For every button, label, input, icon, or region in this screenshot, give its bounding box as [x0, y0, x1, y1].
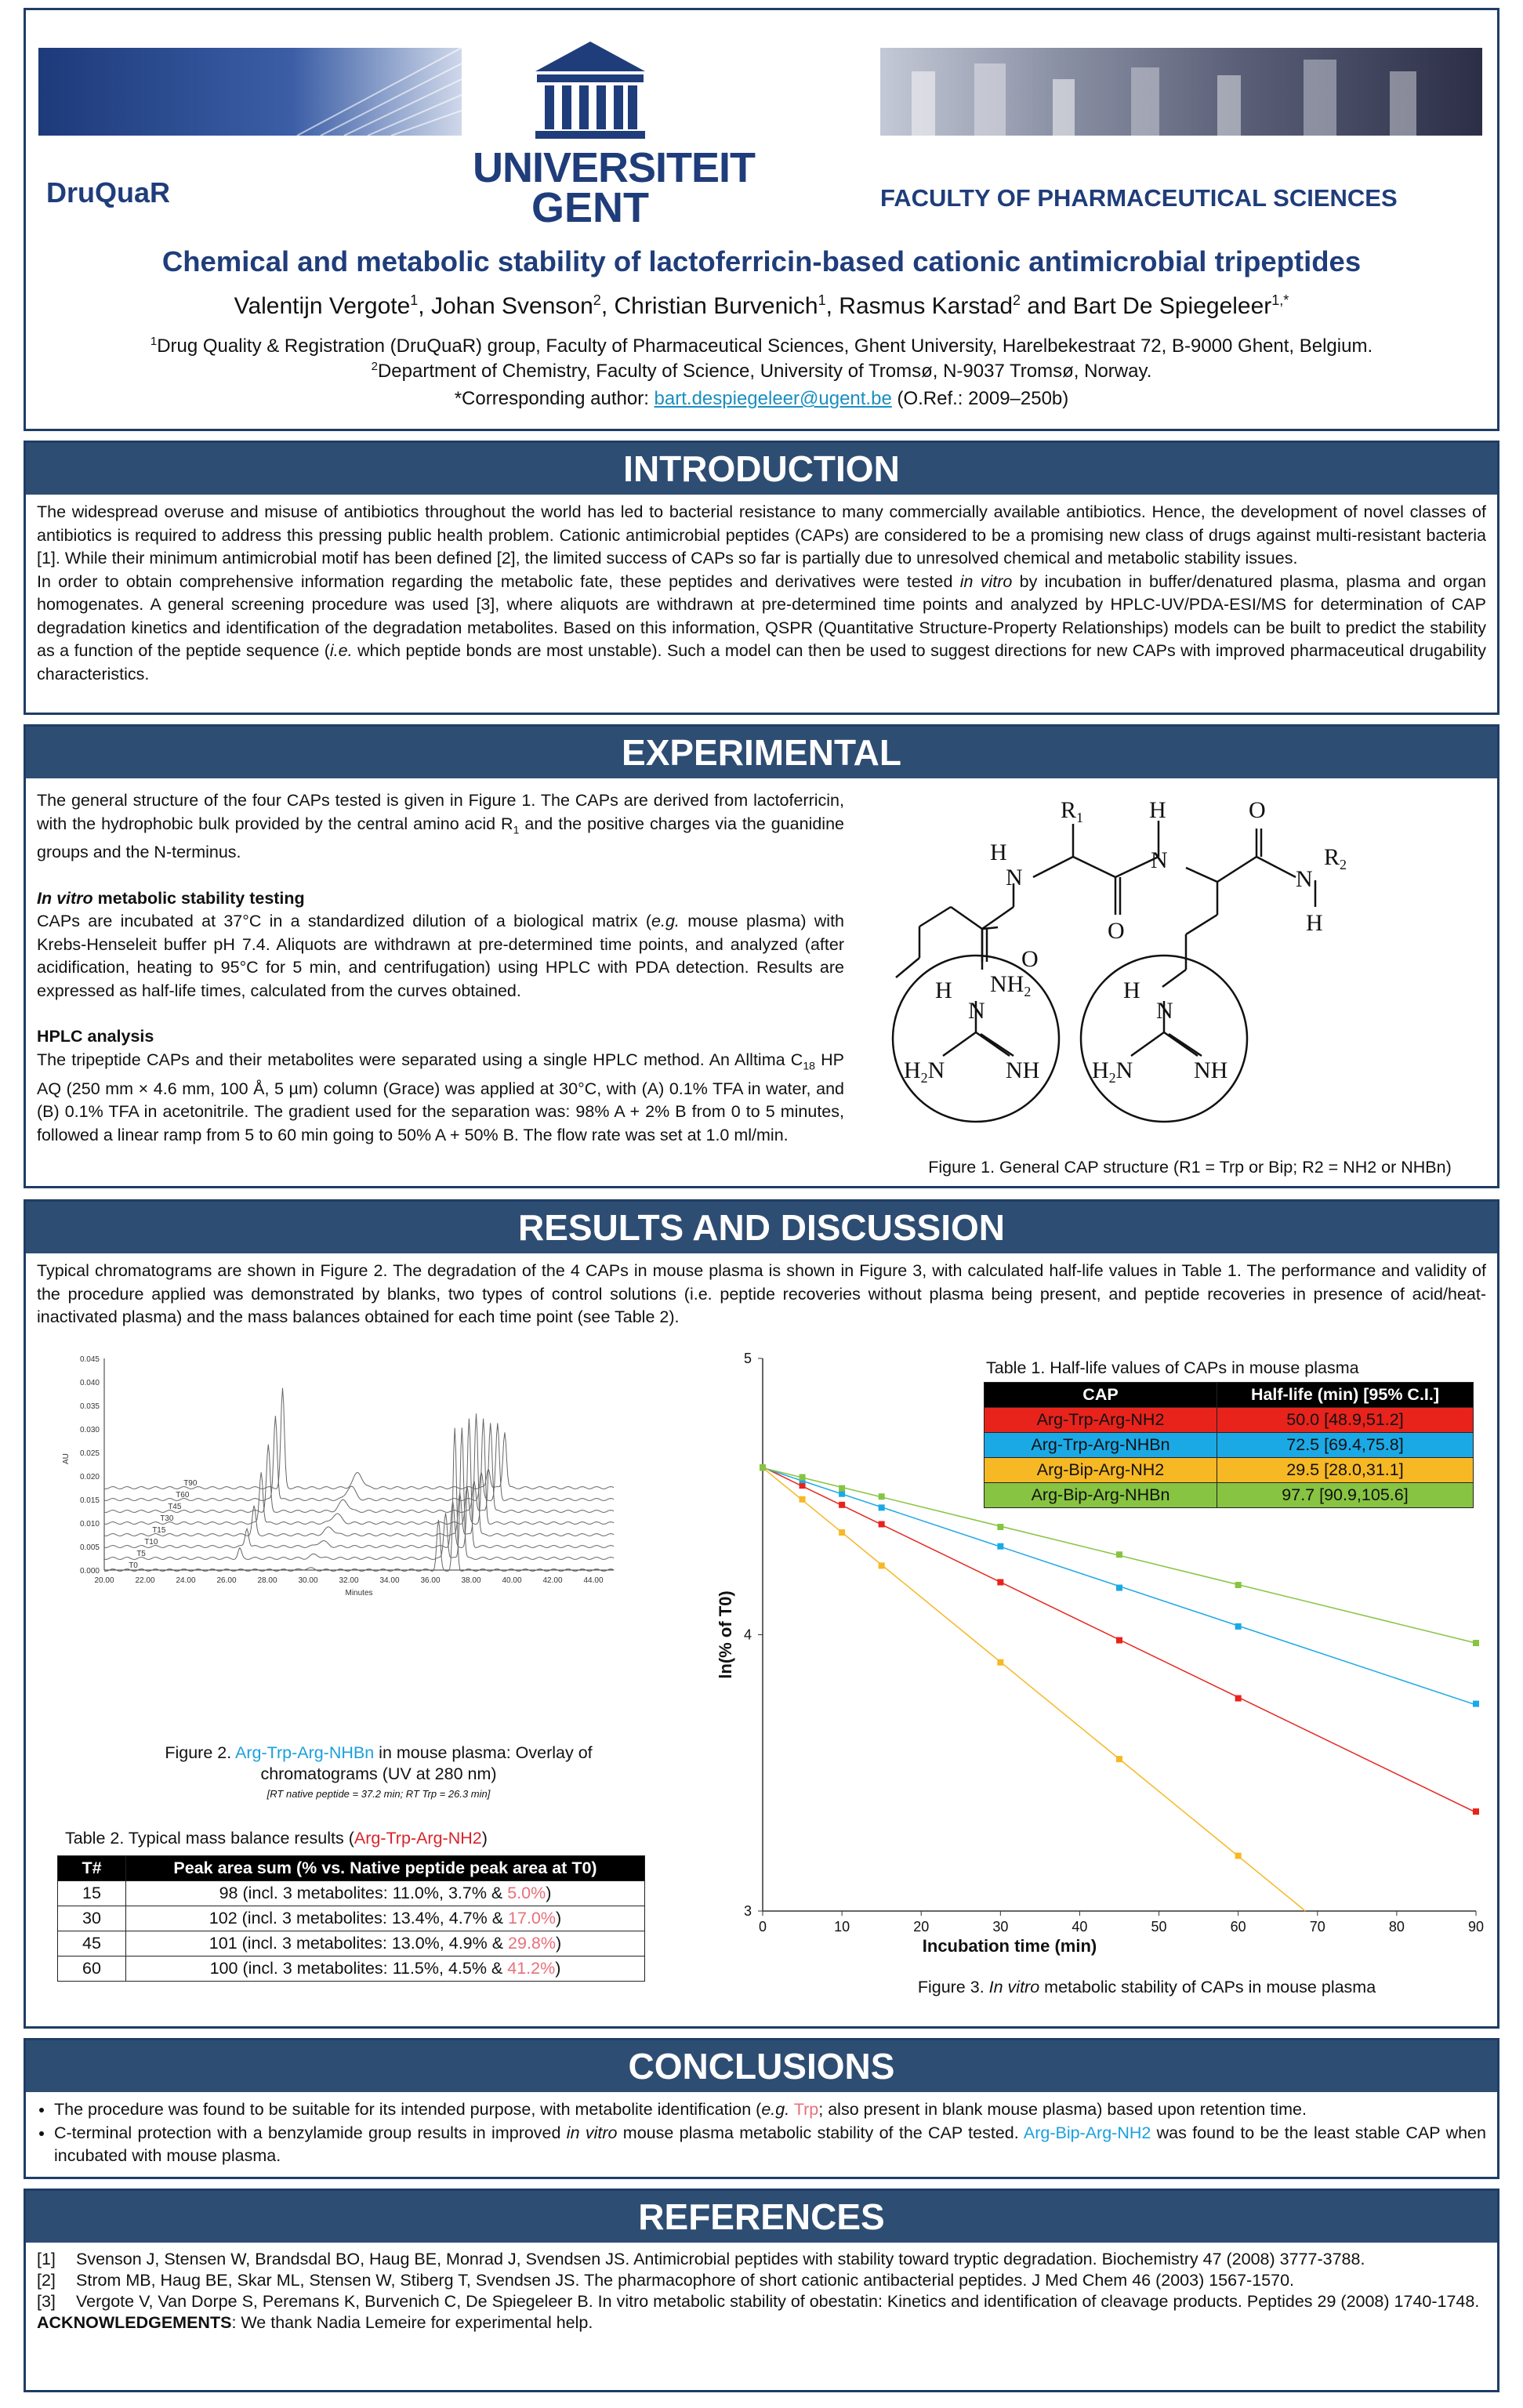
poster-title: Chemical and metabolic stability of lactoferricin-based cationic antimicrobial tripeptides [161, 245, 1362, 277]
table-row: Arg-Trp-Arg-NHBn 72.5 [69.4,75.8] [985, 1433, 1474, 1458]
stab-point-Arg-Bip-Arg-NH2 [839, 1529, 845, 1536]
chrom-trace-label: T60 [176, 1491, 190, 1500]
cap-structure-figure [888, 789, 1492, 1134]
stab-x-tick: 30 [992, 1919, 1009, 1935]
list-item: [2] Strom MB, Haug BE, Skar ML, Stensen W, Stiberg T, Svendsen JS. The pharmacophore of short cationic antibacterial peptides. J Med Chem 46 (2003) 1567-1570. [37, 2271, 1294, 2290]
struct-guan2-N: N [1156, 998, 1173, 1024]
struct-O-mid: O [1108, 918, 1125, 944]
chrom-trace-label: T45 [168, 1503, 182, 1511]
list-item: • C-terminal protection with a benzylamide group results in improved in vitro mouse plasma metabolic stability of the CAP tested. Arg-Bip-Arg-NH2 was found to be the least stable CAP when incubated with mouse plasma. [54, 2122, 1486, 2168]
stab-x-tick: 40 [1072, 1919, 1088, 1935]
university-logo [473, 34, 756, 231]
chrom-trace-T10 [104, 1419, 614, 1548]
figure1-caption: Figure 1. General CAP structure (R1 = Trp or Bip; R2 = NH2 or NHBn) [928, 1158, 1452, 1177]
introduction-text: The widespread overuse and misuse of antibiotics throughout the world has led to bacterial resistance to many commercially available antibiotics. Hence, the development of novel classes of antibiotics is required to address this pressing public health problem. Cationic antimicrobial peptides (CAPs) are considered to be a promising new class of drugs against multi-resistant bacteria [1]. While their minimum antimicrobial motif has been defined [2], the limited success of CAPs so far is partially due to unresolved chemical and metabolic stability issues. In order to obtain comprehensive information regarding the metabolic fate, these peptides and derivatives were tested in vitro by incubation in buffer/denatured plasma, plasma and organ homogenates. A general screening procedure was used [3], where aliquots are withdrawn at pre-determined time points and analyzed by HPLC-UV/PDA-ESI/MS for determination of CAP degradation kinetics and identification of the degradation metabolites. Based on this information, QSPR (Quantitative Structure-Property Relationships) models can be built to predict the stability as a function of the peptide sequence (i.e. which peptide bonds are most unstable). Such a model can then be used to suggest directions for new CAPs with improved pharmaceutical drugability characteristics. [37, 502, 1487, 684]
struct-H-left: H [990, 840, 1007, 865]
chrom-x-tick: 20.00 [94, 1576, 114, 1585]
struct-NH2: $NH_2$ [990, 971, 1032, 999]
chrom-trace-T15 [104, 1413, 614, 1536]
stab-point-Arg-Bip-Arg-NH2 [879, 1562, 885, 1568]
introduction-section [24, 441, 1499, 715]
stab-point-Arg-Bip-Arg-NHBn [1473, 1640, 1479, 1646]
list-item: [1] Svenson J, Stensen W, Brandsdal BO, Haug BE, Monrad J, Svendsen JS. Antimicrobial peptides with stability toward tryptic degradation. Biochemistry 47 (2008) 3777-3788. [37, 2250, 1365, 2268]
stab-point-Arg-Bip-Arg-NHBn [839, 1485, 845, 1492]
chrom-y-label: AU [62, 1453, 71, 1464]
stab-point-Arg-Trp-Arg-NHBn [1116, 1585, 1122, 1591]
chrom-y-tick: 0.005 [79, 1543, 100, 1552]
table1-half-life [984, 1382, 1474, 1508]
chrom-x-tick: 40.00 [502, 1576, 522, 1585]
table2-header: T# Peak area sum (% vs. Native peptide peak area at T0) [58, 1856, 645, 1881]
stab-point-Arg-Bip-Arg-NHBn [997, 1524, 1003, 1530]
banner-right [880, 48, 1482, 136]
struct-guan2-H2N: $H_2N$ [1092, 1057, 1133, 1086]
university-name-1: UNIVERSITEIT [473, 144, 756, 191]
stab-point-Arg-Trp-Arg-NH2 [1473, 1808, 1479, 1815]
struct-guan1-N: N [968, 998, 985, 1024]
struct-guan2-NH: NH [1194, 1057, 1228, 1083]
chrom-y-tick: 0.010 [79, 1520, 100, 1529]
stab-point-Arg-Trp-Arg-NH2 [800, 1482, 806, 1489]
chrom-y-tick: 0.025 [79, 1449, 100, 1458]
hplc-heading: HPLC analysis [37, 1027, 154, 1046]
stab-point-Arg-Trp-Arg-NHBn [1235, 1623, 1242, 1630]
stab-point-Arg-Bip-Arg-NH2 [1116, 1756, 1122, 1762]
stab-point-Arg-Trp-Arg-NH2 [997, 1579, 1003, 1586]
chrom-x-tick: 42.00 [542, 1576, 563, 1585]
stab-point-Arg-Bip-Arg-NHBn [879, 1493, 885, 1500]
chrom-x-label: Minutes [345, 1589, 373, 1597]
list-item: • The procedure was found to be suitable for its intended purpose, with metabolite identification (e.g. Trp; also present in blank mouse plasma) based upon retention time. [54, 2098, 1486, 2122]
chrom-x-tick: 24.00 [176, 1576, 196, 1585]
author-list: Valentijn Vergote$^1$, Johan Svenson$^2$, Christian Burvenich$^1$, Rasmus Karstad$^2$ and Bart De Spiegeleer$^{1,*}$ [234, 292, 1289, 319]
chrom-x-tick: 38.00 [461, 1576, 481, 1585]
chrom-trace-label: T90 [183, 1479, 198, 1488]
table-row: Arg-Bip-Arg-NHBn 97.7 [90.9,105.6] [985, 1483, 1474, 1508]
stab-x-label: Incubation time (min) [922, 1936, 1097, 1956]
conclusions-section [24, 2038, 1499, 2179]
table1-header: CAP Half-life (min) [95% C.I.] [985, 1383, 1474, 1408]
results-section [24, 1199, 1499, 2029]
stab-point-Arg-Bip-Arg-NHBn [1116, 1551, 1122, 1558]
stab-point-Arg-Bip-Arg-NH2 [997, 1659, 1003, 1666]
affiliation-2: $^2$Department of Chemistry, Faculty of Science, University of Tromsø, N-9037 Tromsø, Norway. [371, 360, 1152, 382]
experimental-heading: EXPERIMENTAL [26, 727, 1497, 778]
conclusions-heading: CONCLUSIONS [26, 2040, 1497, 2092]
stab-x-tick: 60 [1230, 1919, 1246, 1935]
chrom-y-tick: 0.020 [79, 1473, 100, 1481]
chrom-trace-label: T0 [129, 1561, 138, 1570]
stab-point-Arg-Trp-Arg-NH2 [879, 1521, 885, 1528]
header-box [24, 8, 1499, 431]
struct-H-right: H [1306, 910, 1323, 936]
figure2-chromatogram [57, 1351, 629, 1601]
stab-point-Arg-Bip-Arg-NH2 [800, 1496, 806, 1503]
chrom-trace-label: T15 [152, 1526, 166, 1535]
author-4: Rasmus Karstad [839, 293, 1014, 319]
table-row: 45 101 (incl. 3 metabolites: 13.0%, 4.9% & 29.8%) [58, 1931, 645, 1956]
stab-x-tick: 20 [913, 1919, 930, 1935]
chrom-y-tick: 0.035 [79, 1402, 100, 1411]
stab-x-tick: 0 [758, 1919, 767, 1935]
chrom-x-tick: 30.00 [298, 1576, 318, 1585]
chrom-x-tick: 36.00 [420, 1576, 441, 1585]
list-item: [3] Vergote V, Van Dorpe S, Peremans K, Burvenich C, De Spiegeleer B. In vitro metabolic stability of obestatin: Kinetics and identification of cleavage products. Peptides 29 (2008) 1740-1748. [37, 2292, 1480, 2311]
struct-N-mid: N [1151, 847, 1168, 873]
author-1: Valentijn Vergote [234, 293, 411, 319]
table-row: Arg-Trp-Arg-NH2 50.0 [48.9,51.2] [985, 1408, 1474, 1433]
faculty-name: FACULTY OF PHARMACEUTICAL SCIENCES [880, 184, 1398, 212]
chrom-trace-label: T30 [160, 1514, 174, 1523]
author-2: Johan Svenson [430, 293, 593, 319]
chrom-y-tick: 0.015 [79, 1496, 100, 1505]
chrom-x-tick: 44.00 [583, 1576, 604, 1585]
references-list [26, 2243, 1497, 2340]
stab-point-Arg-Bip-Arg-NH2 [1235, 1853, 1242, 1859]
struct-R1-label: $R_1$ [1061, 797, 1084, 825]
struct-N-right: N [1296, 866, 1313, 892]
experimental-text: The general structure of the four CAPs tested is given in Figure 1. The CAPs are derived from lactoferricin, with the hydrophobic bulk provided by the central amino acid $R_1$ and the positive charges via the guanidine groups and the N-terminus. In vitro metabolic stability testing CAPs are incubated at 37°C in a standardized dilution of a biological matrix (e.g. mouse plasma) with Krebs-Henseleit buffer pH 7.4. Aliquots are withdrawn at pre-determined time points, and analyzed (after acidification, heating to 95°C for 5 min, and centrifugation) using HPLC with PDA detection. Results are expressed as half-life times, calculated from the curves obtained. HPLC analysis The tripeptide CAPs and their metabolites were separated using a single HPLC method. An Alltima $C_{18}$ HP AQ (250 mm × 4.6 mm, 100 Å, 5 µm) column (Grace) was applied at 30°C, with (A) 0.1% TFA in water, and (B) 0.1% TFA in acetonitrile. The gradient used for the separation was: 98% A + 2% B from 0 to 5 minutes, followed a linear ramp from 5 to 60 min going to 50% A + 50% B. The flow rate was set at 1.0 ml/min. [37, 791, 845, 1144]
chrom-trace-label: T5 [136, 1550, 146, 1558]
chrom-x-tick: 28.00 [257, 1576, 277, 1585]
chrom-y-tick: 0.030 [79, 1426, 100, 1434]
chrom-y-tick: 0.000 [79, 1567, 100, 1576]
stab-point-Arg-Bip-Arg-NHBn [1235, 1582, 1242, 1588]
chrom-x-tick: 32.00 [339, 1576, 359, 1585]
table-row: 60 100 (incl. 3 metabolites: 11.5%, 4.5% & 41.2%) [58, 1956, 645, 1982]
author-5: Bart De Spiegeleer [1072, 293, 1272, 319]
stab-point-Arg-Trp-Arg-NHBn [839, 1491, 845, 1497]
stab-point-Arg-Bip-Arg-NHBn [800, 1474, 806, 1481]
stab-y-tick: 5 [743, 1351, 752, 1366]
references-heading: REFERENCES [26, 2191, 1497, 2243]
chrom-x-tick: 22.00 [135, 1576, 155, 1585]
struct-guan1-NH: NH [1006, 1057, 1040, 1083]
stab-point-Arg-Trp-Arg-NH2 [1116, 1637, 1122, 1644]
group-name: DruQuaR [46, 176, 171, 209]
stab-y-label: ln(% of T0) [716, 1590, 735, 1679]
email-link[interactable]: bart.despiegeleer@ugent.be [654, 388, 892, 409]
table2-caption: Table 2. Typical mass balance results (Arg-Trp-Arg-NH2) [65, 1829, 488, 1848]
chrom-trace-label: T10 [144, 1538, 158, 1547]
university-name-2: GENT [531, 184, 649, 231]
stab-point-Arg-Trp-Arg-NHBn [997, 1543, 1003, 1550]
affiliation-1: $^1$Drug Quality & Registration (DruQuaR) group, Faculty of Pharmaceutical Sciences, Ghent University, Harelbekestraat 72, B-9000 Ghent, Belgium. [150, 335, 1373, 357]
banner-left [38, 48, 462, 136]
chrom-x-tick: 34.00 [379, 1576, 400, 1585]
author-3: Christian Burvenich [614, 293, 818, 319]
chrom-x-tick: 26.00 [216, 1576, 237, 1585]
stab-point-Arg-Trp-Arg-NH2 [839, 1502, 845, 1508]
stab-point-Arg-Trp-Arg-NH2 [1235, 1695, 1242, 1702]
stab-x-tick: 90 [1467, 1919, 1485, 1935]
figure2-note: [RT native peptide = 37.2 min; RT Trp = 26.3 min] [267, 1788, 491, 1800]
stab-x-tick: 10 [834, 1919, 850, 1935]
chromatogram-svg [57, 1351, 629, 1601]
struct-H-top: H [1149, 797, 1166, 823]
results-text: Typical chromatograms are shown in Figure 2. The degradation of the 4 CAPs in mouse plasma is shown in Figure 3, with calculated half-life values in Table 1. The performance and validity of the procedure applied was demonstrated by blanks, two types of control solutions (i.e. peptide recoveries without plasma being present, and peptide recoveries in presence of acid/heat-inactivated plasma) and the mass balances obtained for each time point (see Table 2). [37, 1261, 1486, 1326]
references-section [24, 2189, 1499, 2392]
table2-mass-balance [57, 1855, 645, 1982]
chrom-trace-T90 [104, 1388, 614, 1489]
chrom-y-tick: 0.045 [79, 1355, 100, 1364]
stab-point-Arg-Trp-Arg-NHBn [879, 1504, 885, 1510]
struct-guan2-H: H [1123, 977, 1140, 1003]
results-heading: RESULTS AND DISCUSSION [26, 1202, 1497, 1253]
introduction-heading: INTRODUCTION [26, 443, 1497, 495]
table-row: 30 102 (incl. 3 metabolites: 13.4%, 4.7% & 17.0%) [58, 1906, 645, 1931]
conclusions-list [37, 2098, 1486, 2168]
table-row: Arg-Bip-Arg-NH2 29.5 [28.0,31.1] [985, 1458, 1474, 1483]
stab-x-tick: 70 [1309, 1919, 1325, 1935]
struct-R2-label: $R_2$ [1324, 844, 1347, 872]
figure3-caption: Figure 3. In vitro metabolic stability of CAPs in mouse plasma [917, 1978, 1376, 1996]
stab-x-tick: 80 [1388, 1919, 1405, 1935]
invitro-heading: In vitro metabolic stability testing [37, 888, 305, 908]
corresponding-author: *Corresponding author: bart.despiegeleer@ugent.be (O.Ref.: 2009–250b) [454, 388, 1069, 409]
struct-O-left: O [1021, 946, 1039, 972]
stab-x-tick: 50 [1151, 1919, 1167, 1935]
struct-O-top: O [1249, 797, 1266, 823]
stab-y-tick: 3 [743, 1903, 752, 1919]
figure2-caption: Figure 2. Arg-Trp-Arg-NHBn in mouse plasma: Overlay of chromatograms (UV at 280 nm) [165, 1743, 593, 1783]
table1-caption: Table 1. Half-life values of CAPs in mouse plasma [986, 1358, 1359, 1377]
experimental-section [24, 724, 1499, 1188]
table-row: 15 98 (incl. 3 metabolites: 11.0%, 3.7% & 5.0%) [58, 1881, 645, 1906]
chrom-y-tick: 0.040 [79, 1379, 100, 1387]
struct-N-left: N [1006, 865, 1023, 890]
struct-guan1-H: H [935, 977, 952, 1003]
stab-point-Arg-Trp-Arg-NHBn [1473, 1701, 1479, 1707]
struct-guan1-H2N: $H_2N$ [904, 1057, 945, 1086]
acknowledgements: ACKNOWLEDGEMENTS: We thank Nadia Lemeire for experimental help. [37, 2313, 593, 2332]
stab-y-tick: 4 [743, 1626, 752, 1643]
stab-point-Arg-Bip-Arg-NHBn [760, 1464, 766, 1471]
